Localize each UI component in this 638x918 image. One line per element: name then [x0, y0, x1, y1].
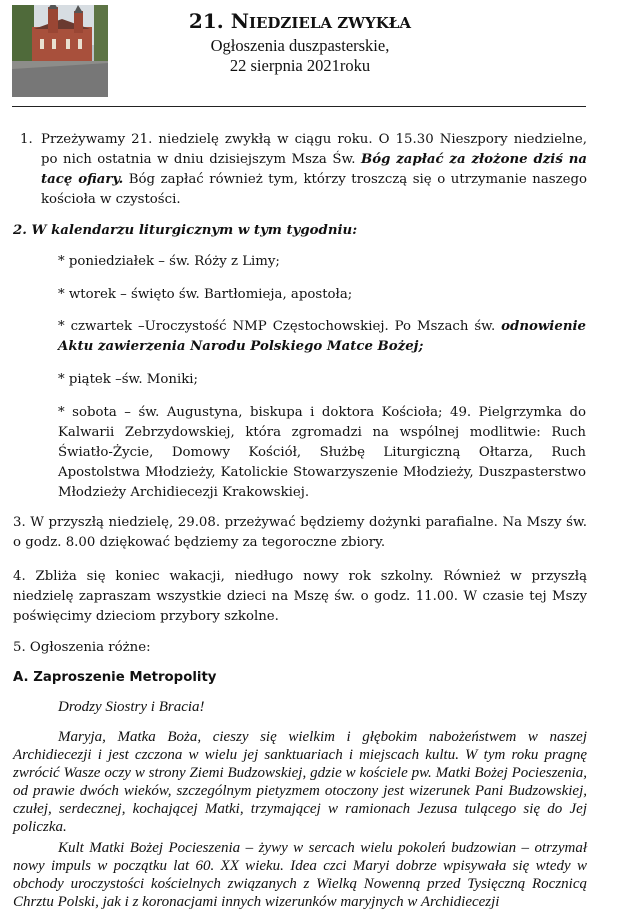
announcement-4: 4. Zbliża się koniec wakacji, niedługo nowy rok szkolny. Również w przyszłą niedzielę zapraszam wszystkie dzieci na Mszę św. o godz. 11.00. W czasie tej Mszy poświęcimy dzieciom przybory szkolne.	[13, 569, 587, 624]
church-photo	[12, 5, 108, 97]
subtitle-line-1: Ogłoszenia duszpasterskie,	[210, 36, 390, 55]
header	[130, 8, 470, 76]
calendar-item-tuesday: * wtorek – święto św. Bartłomieja, apostoła;	[58, 287, 353, 302]
announcement-5: 5. Ogłoszenia różne:	[13, 640, 151, 655]
calendar-item-friday: * piątek –św. Moniki;	[58, 372, 199, 387]
item-number-1: 1.	[20, 132, 33, 147]
section-a-heading: A. Zaproszenie Metropolity	[13, 670, 217, 685]
announcement-3: 3. W przyszłą niedzielę, 29.08. przeżywać będziemy dożynki parafialne. Na Mszy św. o godz. 8.00 dziękować będziemy za tegoroczne zbiory.	[13, 515, 587, 550]
letter-paragraph-1: Maryja, Matka Boża, cieszy się wielkim i głębokim nabożeństwem w naszej Archidiecezji i jest czczona w wielu jej sanktuariach i miejscach kultu. W tym roku pragnę zwrócić Wasze oczy w strony Ziemi Budzowskiej, gdzie w kościele pw. Matki Bożej Pocieszenia, od prawie dwóch wieków, szczególnym pietyzmem otoczony jest wizerunek Pani Budzowskiej, czułej, serdecznej, kochającej Matki, trzymającej w ramionach Jezusa tulącego się do Jej policzka.	[13, 729, 587, 835]
calendar-item-monday: * poniedziałek – św. Róży z Limy;	[58, 254, 280, 269]
header-divider	[12, 106, 586, 107]
liturgical-calendar-heading: 2. W kalendarzu liturgicznym w tym tygodniu:	[13, 223, 358, 238]
calendar-item-thursday: * czwartek –Uroczystość NMP Częstochowskiej. Po Mszach św. odnowienie Aktu zawierzenia Narodu Polskiego Matce Bożej;	[58, 319, 586, 354]
church-image	[12, 5, 108, 97]
letter-paragraph-2: Kult Matki Bożej Pocieszenia – żywy w sercach wielu pokoleń budzowian – otrzymał nowy impuls w początku lat 60. XX wieku. Idea czci Maryi dobrze wpisywała się wtedy w obchody uroczystości kościelnych związanych z Wielką Nowenną przed Tysięczną Rocznicą Chrztu Polski, jak i z koronacjami innych wizerunków maryjnych w Archidiecezji	[13, 840, 587, 910]
announcement-1: Przeżywamy 21. niedzielę zwykłą w ciągu roku. O 15.30 Nieszpory niedzielne, po nich ostatnia w dniu dzisiejszym Msza Św. Bóg zapłać za złożone dziś na tacę ofiary. Bóg zapłać również tym, którzy troszczą się o utrzymanie naszego kościoła w czystości.	[41, 132, 588, 207]
subtitle-date: 22 sierpnia 2021roku	[229, 56, 371, 75]
letter-greeting: Drodzy Siostry i Bracia!	[58, 699, 205, 715]
calendar-item-saturday: * sobota – św. Augustyna, biskupa i doktora Kościoła; 49. Pielgrzymka do Kalwarii Zebrzydowskiej, która zgromadzi na wspólnej modlitwie: Ruch Światło-Życie, Domowy Kościół, Służbę Liturgiczną Ołtarza, Ruch Apostolstwa Młodzieży, Katolickie Stowarzyszenie Młodzieży, Duszpasterstwo Młodzieży Archidiecezji Krakowskiej.	[58, 405, 586, 500]
page-title: 21. NIEDZIELA ZWYKŁA	[188, 9, 412, 33]
